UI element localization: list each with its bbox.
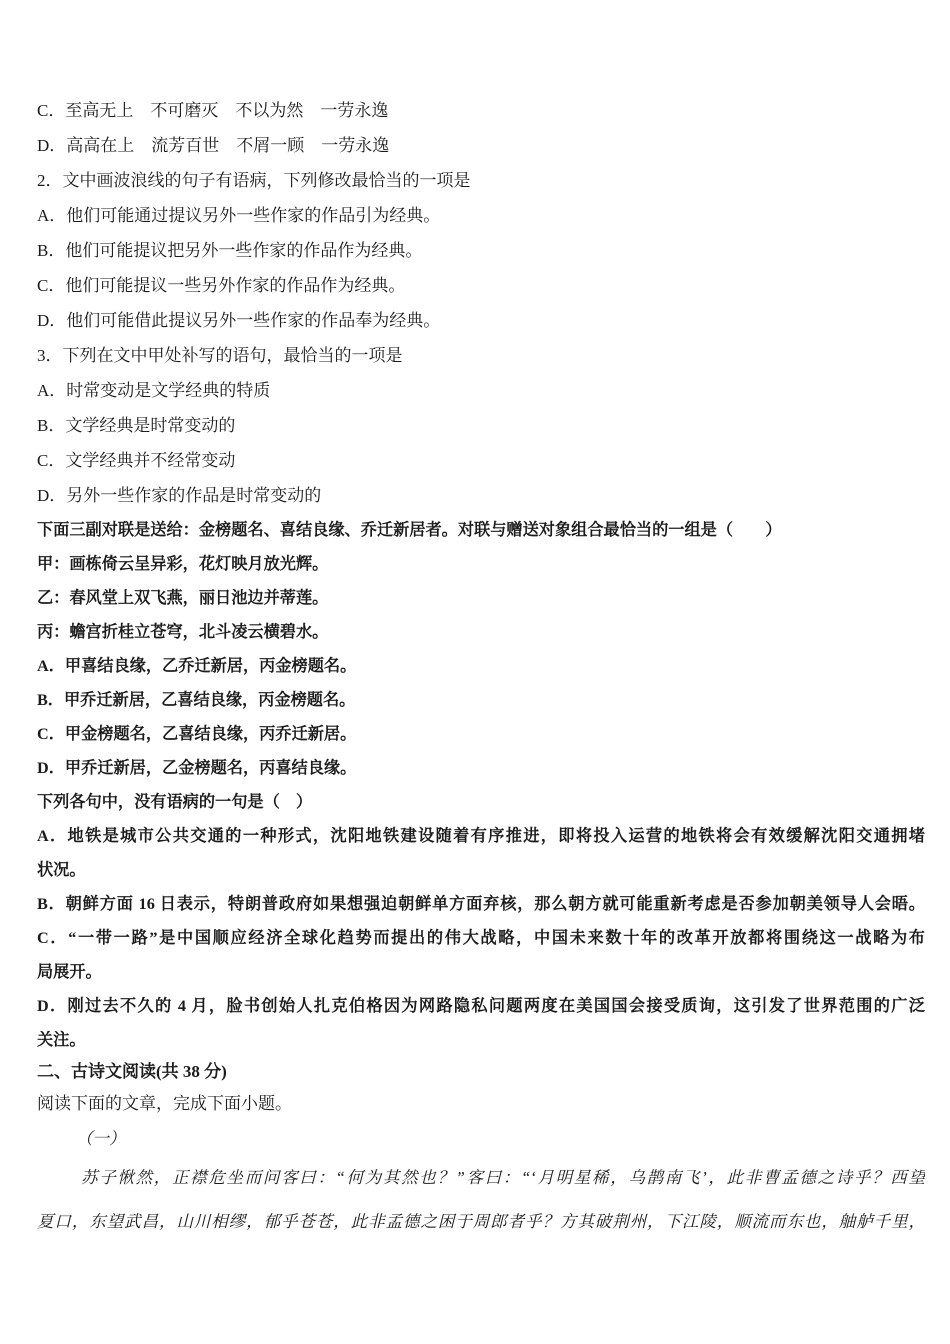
option-line: B．他们可能提议把另外一些作家的作品作为经典。: [37, 241, 423, 260]
option-line: B．朝鲜方面 16 日表示，特朗普政府如果想强迫朝鲜单方面弃核，那么朝方就可能重新考虑是否参加朝美领导人会晤。: [37, 895, 925, 913]
couplet-line: 乙：春风堂上双飞燕，丽日池边并蒂莲。: [37, 589, 329, 607]
option-line: D．高高在上 流芳百世 不屑一顾 一劳永逸: [37, 136, 390, 155]
option-line: A．时常变动是文学经典的特质: [37, 381, 271, 400]
option-line: C．甲金榜题名，乙喜结良缘，丙乔迁新居。: [37, 725, 357, 743]
reading-instruction: 阅读下面的文章，完成下面小题。: [37, 1094, 292, 1113]
couplet-line: 甲：画栋倚云呈异彩，花灯映月放光辉。: [37, 555, 329, 573]
option-line: D．他们可能借此提议另外一些作家的作品奉为经典。: [37, 311, 441, 330]
question-stem-line: 2．文中画波浪线的句子有语病，下列修改最恰当的一项是: [37, 171, 471, 190]
passage-line: 夏口，东望武昌，山川相缪，郁乎苍苍，此非孟德之困于周郎者乎？方其破荆州，下江陵，顺流而东也，舳舻千里，: [37, 1212, 925, 1231]
option-line: A．他们可能通过提议另外一些作家的作品引为经典。: [37, 206, 441, 225]
option-line: A．甲喜结良缘，乙乔迁新居，丙金榜题名。: [37, 657, 357, 675]
couplet-question-stem: 下面三副对联是送给：金榜题名、喜结良缘、乔迁新居者。对联与赠送对象组合最恰当的一组是（ ）: [37, 521, 782, 539]
passage-line: 苏子愀然，正襟危坐而问客曰：“何为其然也？”客曰：“‘月明星稀，乌鹊南飞’，此非曹孟德之诗乎？西望: [81, 1168, 925, 1187]
option-continuation-line: 关注。: [37, 1031, 86, 1049]
option-line: B．文学经典是时常变动的: [37, 416, 236, 435]
section-heading: 二、古诗文阅读(共 38 分): [37, 1062, 227, 1081]
option-continuation-line: 状况。: [37, 861, 86, 879]
option-line: C．“一带一路”是中国顺应经济全球化趋势而提出的伟大战略，中国未来数十年的改革开放都将围绕这一战略为布: [37, 929, 925, 947]
option-line: D．另外一些作家的作品是时常变动的: [37, 486, 322, 505]
option-continuation-line: 局展开。: [37, 963, 102, 981]
part-label: （一）: [76, 1129, 126, 1148]
option-line: C．至高无上 不可磨灭 不以为然 一劳永逸: [37, 101, 389, 120]
option-line: B．甲乔迁新居，乙喜结良缘，丙金榜题名。: [37, 691, 356, 709]
couplet-line: 丙：蟾宫折桂立苍穹，北斗凌云横碧水。: [37, 623, 329, 641]
option-line: D．甲乔迁新居，乙金榜题名，丙喜结良缘。: [37, 759, 357, 777]
option-line: D．刚过去不久的 4 月，脸书创始人扎克伯格因为网路隐私问题两度在美国国会接受质询，这引发了世界范围的广泛: [37, 997, 925, 1015]
option-line: A．地铁是城市公共交通的一种形式，沈阳地铁建设随着有序推进，即将投入运营的地铁将会有效缓解沈阳交通拥堵: [37, 827, 925, 845]
option-line: C．他们可能提议一些另外作家的作品作为经典。: [37, 276, 406, 295]
question-stem-line: 下列各句中，没有语病的一句是（ ）: [37, 793, 313, 811]
option-line: C．文学经典并不经常变动: [37, 451, 236, 470]
question-stem-line: 3．下列在文中甲处补写的语句，最恰当的一项是: [37, 346, 403, 365]
